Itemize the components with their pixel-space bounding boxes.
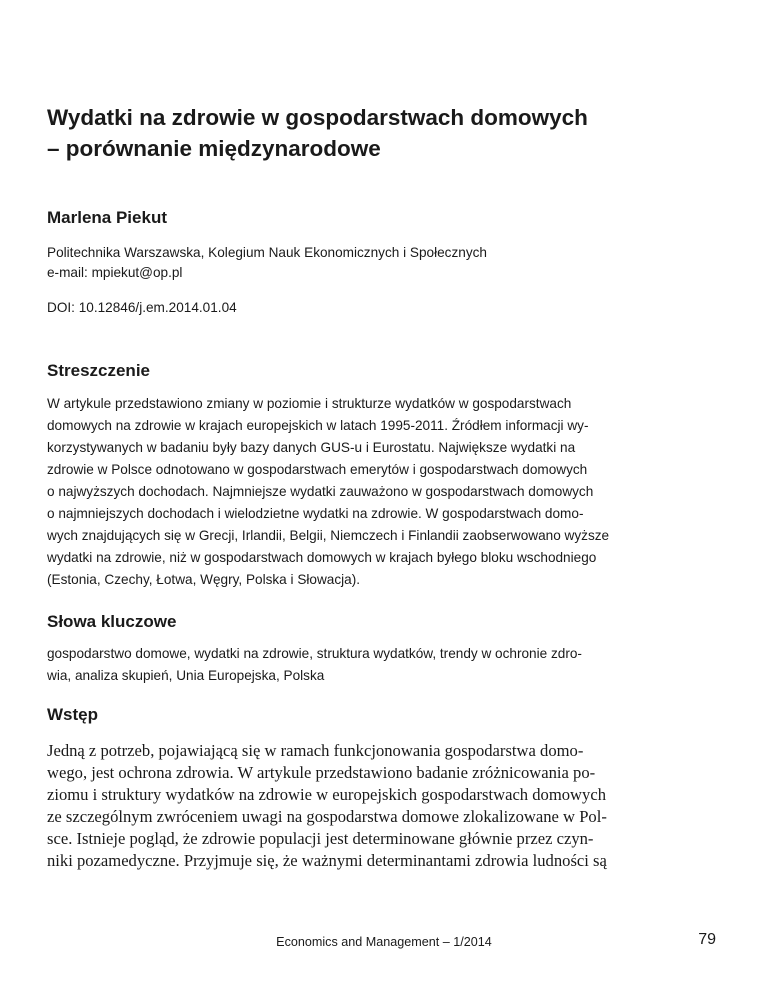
abstract-line: (Estonia, Czechy, Łotwa, Węgry, Polska i Słowacja). — [47, 572, 361, 587]
intro-line: Jedną z potrzeb, pojawiającą się w ramach funkcjonowania gospodarstwa domo- — [47, 741, 584, 760]
keywords-heading: Słowa kluczowe — [47, 612, 177, 631]
abstract-line: zdrowie w Polsce odnotowano w gospodarstwach emerytów i gospodarstwach domowych — [47, 462, 588, 477]
abstract-line: domowych na zdrowie w krajach europejskich w latach 1995-2011. Źródłem informacji wy- — [47, 418, 589, 433]
intro-line: niki pozamedyczne. Przyjmuje się, że ważnymi determinantami zdrowia ludności są — [47, 851, 607, 870]
paper-title — [47, 102, 707, 164]
abstract-line: wydatki na zdrowie, niż w gospodarstwach domowych w krajach byłego bloku wschodniego — [47, 550, 597, 565]
abstract-line: o najwyższych dochodach. Najmniejsze wydatki zauważono w gospodarstwach domowych — [47, 484, 594, 499]
author-name: Marlena Piekut — [47, 208, 167, 227]
keywords-line: wia, analiza skupień, Unia Europejska, Polska — [47, 668, 325, 683]
intro-line: ziomu i struktury wydatków na zdrowie w europejskich gospodarstwach domowych — [47, 785, 606, 804]
intro-line: wego, jest ochrona zdrowia. W artykule przedstawiono badanie zróżnicowania po- — [47, 763, 596, 782]
abstract-line: wych znajdujących się w Grecji, Irlandii, Belgii, Niemczech i Finlandii zaobserwowano wyższe — [47, 528, 610, 543]
abstract-line: o najmniejszych dochodach i wielodzietne wydatki na zdrowie. W gospodarstwach domo- — [47, 506, 584, 521]
email-line: e-mail: mpiekut@op.pl — [47, 265, 183, 280]
keywords-line: gospodarstwo domowe, wydatki na zdrowie, struktura wydatków, trendy w ochronie zdro- — [47, 646, 582, 661]
page-number: 79 — [698, 931, 716, 948]
affiliation-line: Politechnika Warszawska, Kolegium Nauk Ekonomicznych i Społecznych — [47, 245, 487, 260]
intro-body — [47, 740, 721, 872]
keywords-body — [47, 643, 721, 687]
intro-heading: Wstęp — [47, 705, 98, 724]
doi: DOI: 10.12846/j.em.2014.01.04 — [47, 300, 237, 315]
affiliation — [47, 243, 487, 283]
intro-line: ze szczególnym zwróceniem uwagi na gospodarstwa domowe zlokalizowane w Pol- — [47, 807, 607, 826]
title-line: Wydatki na zdrowie w gospodarstwach domowych — [47, 105, 588, 130]
abstract-heading: Streszczenie — [47, 361, 150, 380]
abstract-line: W artykule przedstawiono zmiany w poziomie i strukturze wydatków w gospodarstwach — [47, 396, 572, 411]
title-line: – porównanie międzynarodowe — [47, 136, 381, 161]
intro-line: sce. Istnieje pogląd, że zdrowie populacji jest determinowane głównie przez czyn- — [47, 829, 594, 848]
abstract-line: korzystywanych w badaniu były bazy danych GUS-u i Eurostatu. Największe wydatki na — [47, 440, 576, 455]
abstract-body — [47, 393, 721, 591]
journal-footer: Economics and Management – 1/2014 — [276, 935, 492, 949]
